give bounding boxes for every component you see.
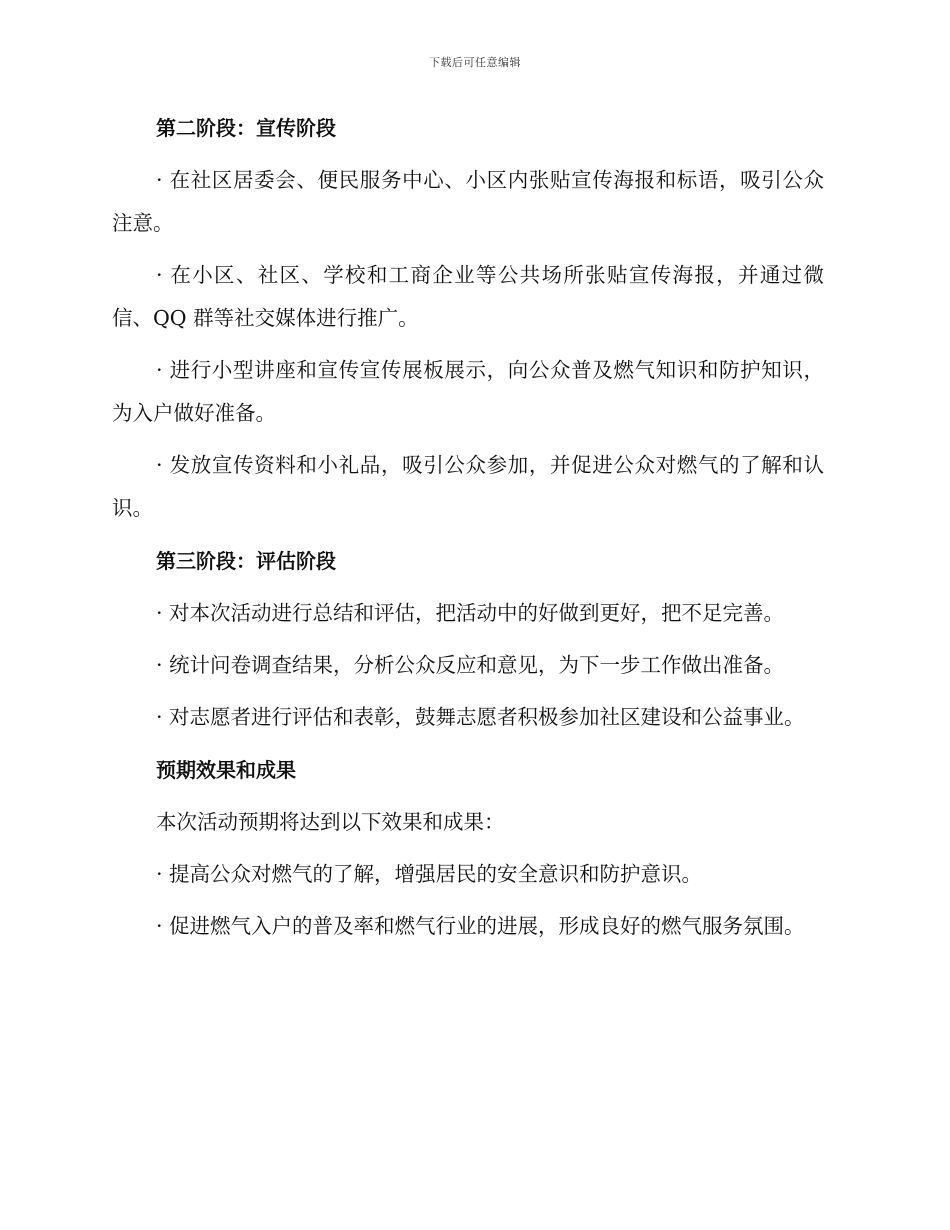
section-stage-three bbox=[112, 539, 824, 739]
section-heading: 第三阶段：评估阶段 bbox=[156, 549, 336, 573]
paragraph: · 统计问卷调查结果，分析公众反应和意见，为下一步工作做出准备。 bbox=[156, 653, 785, 677]
paragraph: · 对志愿者进行评估和表彰，鼓舞志愿者积极参加社区建设和公益事业。 bbox=[156, 705, 805, 729]
section-heading: 第二阶段：宣传阶段 bbox=[156, 116, 336, 140]
section-heading: 预期效果和成果 bbox=[156, 758, 296, 782]
paragraph: · 对本次活动进行总结和评估，把活动中的好做到更好，把不足完善。 bbox=[156, 601, 785, 625]
document-body bbox=[112, 106, 824, 957]
paragraph: 本次活动预期将达到以下效果和成果： bbox=[156, 810, 505, 834]
paragraph: · 提高公众对燃气的了解，增强居民的安全意识和防护意识。 bbox=[156, 862, 703, 886]
paragraph: · 在社区居委会、便民服务中心、小区内张贴宣传海报和标语，吸引公众注意。 bbox=[112, 168, 824, 235]
paragraph: · 促进燃气入户的普及率和燃气行业的进展，形成良好的燃气服务氛围。 bbox=[156, 914, 805, 938]
page-header: 下载后可任意编辑 bbox=[429, 56, 521, 69]
section-stage-two bbox=[112, 106, 824, 530]
paragraph: · 进行小型讲座和宣传宣传展板展示，向公众普及燃气知识和防护知识，为入户做好准备。 bbox=[112, 358, 824, 425]
section-expected-results bbox=[112, 748, 824, 948]
paragraph: · 在小区、社区、学校和工商企业等公共场所张贴宣传海报，并通过微信、QQ 群等社交媒体进行推广。 bbox=[112, 263, 824, 330]
paragraph: · 发放宣传资料和小礼品，吸引公众参加，并促进公众对燃气的了解和认识。 bbox=[112, 453, 824, 520]
